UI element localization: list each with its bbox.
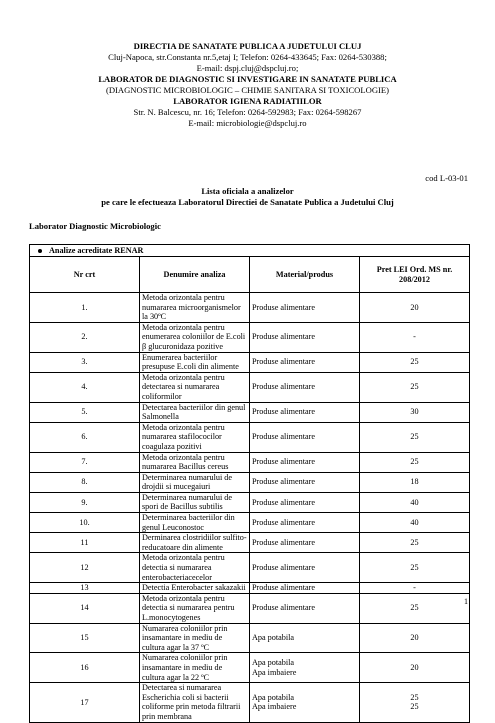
- header-name: Denumire analiza: [140, 257, 250, 293]
- document-subtitle: pe care le efectueaza Laboratorul Directiei de Sanatate Publica a Judetului Cluj: [101, 197, 394, 207]
- header-radiation-lab: LABORATOR IGIENA RADIATIILOR: [173, 96, 322, 106]
- row-analysis-name: Numararea coloniilor prin insamantare in mediu de cultura agar la 37 ºC: [140, 623, 250, 653]
- row-number: 4.: [30, 372, 140, 402]
- row-analysis-name: Detectia Enterobacter sakazakii: [140, 583, 250, 594]
- row-price: 25: [360, 553, 470, 583]
- table-row: [30, 472, 470, 492]
- bullet-row: [30, 245, 470, 257]
- row-analysis-name: Metoda orizontala pentru numararea Bacillus cereus: [140, 452, 250, 472]
- row-number: 6.: [30, 422, 140, 452]
- row-number: 17: [30, 683, 140, 722]
- row-material: Produse alimentare: [250, 583, 360, 594]
- row-number: 13: [30, 583, 140, 594]
- row-price: 20: [360, 293, 470, 323]
- bullet-label: Analize acreditate RENAR: [49, 245, 144, 255]
- row-material: Apa potabila Apa imbaiere: [250, 653, 360, 683]
- row-material: Produse alimentare: [250, 513, 360, 533]
- row-price: -: [360, 583, 470, 594]
- row-price: 40: [360, 492, 470, 512]
- row-number: 2.: [30, 322, 140, 352]
- row-number: 1.: [30, 293, 140, 323]
- row-price: 30: [360, 402, 470, 422]
- table-row: [30, 422, 470, 452]
- row-analysis-name: Numararea coloniilor prin insamantare in mediu de cultura agar la 22 ºC: [140, 653, 250, 683]
- row-material: Produse alimentare: [250, 472, 360, 492]
- row-material: Produse alimentare: [250, 322, 360, 352]
- header-subtitle: (DIAGNOSTIC MICROBIOLOGIC – CHIMIE SANITARA SI TOXICOLOGIE): [105, 85, 390, 95]
- row-price: 25: [360, 372, 470, 402]
- row-number: 14: [30, 593, 140, 623]
- row-number: 5.: [30, 402, 140, 422]
- table-row: [30, 322, 470, 352]
- row-material: Produse alimentare: [250, 422, 360, 452]
- table-row: [30, 492, 470, 512]
- header-laboratory: LABORATOR DE DIAGNOSTIC SI INVESTIGARE IN SANATATE PUBLICA: [98, 74, 397, 84]
- row-material: Apa potabila Apa imbaiere: [250, 683, 360, 722]
- table-row: [30, 372, 470, 402]
- table-row: [30, 293, 470, 323]
- table-row: [30, 352, 470, 372]
- row-number: 11: [30, 533, 140, 553]
- analysis-table: [29, 244, 470, 723]
- row-material: Produse alimentare: [250, 593, 360, 623]
- row-analysis-name: Derminarea clostridiilor sulfito-reducatoare din alimente: [140, 533, 250, 553]
- row-price: 40: [360, 513, 470, 533]
- table-row: [30, 683, 470, 722]
- row-price: 25: [360, 452, 470, 472]
- row-number: 8.: [30, 472, 140, 492]
- row-analysis-name: Metoda orizontala pentru detectia si numararea enterobacteriacecelor: [140, 553, 250, 583]
- row-material: Produse alimentare: [250, 452, 360, 472]
- row-analysis-name: Determinarea numarului de drojdii si mucegaiuri: [140, 472, 250, 492]
- row-material: Produse alimentare: [250, 533, 360, 553]
- table-body: [30, 293, 470, 723]
- table-row: [30, 583, 470, 594]
- table-row: [30, 402, 470, 422]
- row-material: Produse alimentare: [250, 293, 360, 323]
- row-analysis-name: Determinarea bacteriilor din genul Leuconostoc: [140, 513, 250, 533]
- row-price: 25: [360, 593, 470, 623]
- row-material: Produse alimentare: [250, 372, 360, 402]
- document-title: Lista oficiala a analizelor: [201, 186, 294, 196]
- row-material: Produse alimentare: [250, 492, 360, 512]
- row-analysis-name: Metoda orizontala pentru numararea microorganismelor la 30ºC: [140, 293, 250, 323]
- row-material: Produse alimentare: [250, 352, 360, 372]
- row-price: 25: [360, 352, 470, 372]
- page-number: 1: [464, 597, 468, 606]
- table-row: [30, 653, 470, 683]
- row-number: 9.: [30, 492, 140, 512]
- row-price: -: [360, 322, 470, 352]
- row-price: 25 25: [360, 683, 470, 722]
- header-email: E-mail: dspj.cluj@dspcluj.ro;: [196, 63, 299, 73]
- row-material: Produse alimentare: [250, 402, 360, 422]
- table-row: [30, 593, 470, 623]
- header-email-2: E-mail: microbiologie@dspcluj.ro: [188, 118, 307, 128]
- row-number: 16: [30, 653, 140, 683]
- row-material: Apa potabila: [250, 623, 360, 653]
- row-analysis-name: Metoda orizontala pentru enumerarea coloniilor de E.coli β glucuronidaza pozitive: [140, 322, 250, 352]
- row-analysis-name: Determinarea numarului de spori de Bacillus subtilis: [140, 492, 250, 512]
- table-row: [30, 533, 470, 553]
- header-address-2: Str. N. Balcescu, nr. 16; Telefon: 0264-592983; Fax: 0264-598267: [133, 107, 362, 117]
- document-code: cod L-03-01: [425, 173, 468, 183]
- row-number: 12: [30, 553, 140, 583]
- header-nr: Nr crt: [30, 257, 140, 293]
- row-analysis-name: Detectarea bacteriilor din genul Salmonella: [140, 402, 250, 422]
- row-analysis-name: Metoda orizontala pentru numararea stafilococilor coagulaza pozitivi: [140, 422, 250, 452]
- row-analysis-name: Metoda orizontala pentru detectarea si numararea coliformilor: [140, 372, 250, 402]
- row-price: 20: [360, 653, 470, 683]
- section-title: Laborator Diagnostic Microbiologic: [29, 221, 161, 231]
- row-price: 25: [360, 422, 470, 452]
- header-material: Material/produs: [250, 257, 360, 293]
- row-analysis-name: Enumerarea bacteriilor presupuse E.coli din alimente: [140, 352, 250, 372]
- table-row: [30, 513, 470, 533]
- row-material: Produse alimentare: [250, 553, 360, 583]
- bullet-icon: [38, 249, 42, 253]
- row-number: 3.: [30, 352, 140, 372]
- header-address: Cluj-Napoca, str.Constanta nr.5,etaj I; Telefon: 0264-433645; Fax: 0264-530388;: [108, 52, 387, 62]
- row-analysis-name: Detectarea si numararea Escherichia coli si bacterii coliforme prin metoda filtrarii prin membrana: [140, 683, 250, 722]
- row-price: 25: [360, 533, 470, 553]
- row-number: 15: [30, 623, 140, 653]
- table-row: [30, 452, 470, 472]
- table-row: [30, 553, 470, 583]
- row-price: 20: [360, 623, 470, 653]
- row-number: 7.: [30, 452, 140, 472]
- header-institution: DIRECTIA DE SANATATE PUBLICA A JUDETULUI CLUJ: [133, 41, 362, 51]
- row-price: 18: [360, 472, 470, 492]
- header-price: Pret LEI Ord. MS nr. 208/2012: [360, 257, 470, 293]
- table-header-row: [30, 257, 470, 293]
- table-row: [30, 623, 470, 653]
- row-number: 10.: [30, 513, 140, 533]
- row-analysis-name: Metoda orizontala pentru detectia si numararea pentru L.monocytogenes: [140, 593, 250, 623]
